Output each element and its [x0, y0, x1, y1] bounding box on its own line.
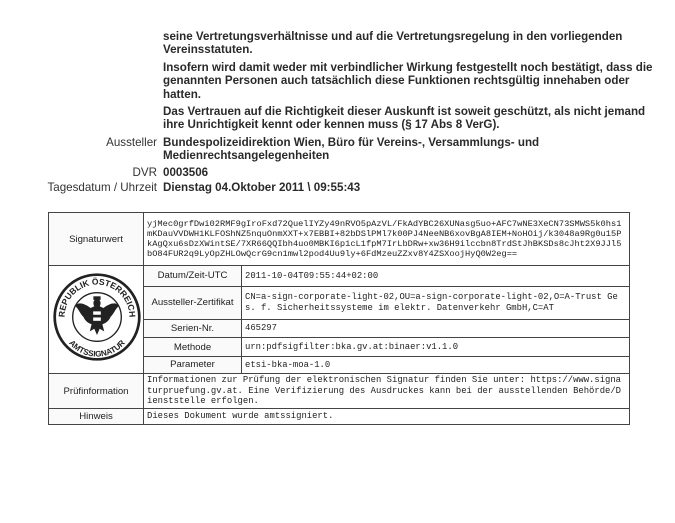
hinweis-row — [49, 409, 630, 425]
tagesdatum-value: Dienstag 04.Oktober 2011 \ 09:55:43 — [163, 181, 361, 194]
methode-label: Methode — [144, 338, 242, 356]
hinweis-label: Hinweis — [49, 409, 144, 425]
signaturwert-label: Signaturwert — [49, 213, 144, 266]
dvr-value: 0003506 — [163, 166, 209, 179]
pruefinfo-label: Prüfinformation — [49, 374, 144, 409]
datum-label: Datum/Zeit-UTC — [144, 266, 242, 287]
datum-value: 2011-10-04T09:55:44+02:00 — [242, 266, 630, 287]
paragraph-vertretung: seine Vertretungsverhältnisse und auf die Vertretungsregelung in den vorliegenden Vereinsstatuten. — [163, 30, 623, 57]
aussteller-label: Aussteller — [106, 136, 157, 149]
signaturwert-row — [49, 213, 630, 266]
paragraph-insofern: Insofern wird damit weder mit verbindlicher Wirkung festgestellt noch bestätigt, dass die genannten Personen auch tatsächlich diese Funktionen rechtsgültig innehaben oder hatten. — [163, 61, 653, 101]
seal-subtitle-text: AMTSSIGNATUR — [67, 338, 127, 359]
datum-row — [49, 266, 630, 287]
aussteller-value: Bundespolizeidirektion Wien, Büro für Vereins-, Versammlungs- und Medienrechtsangelegenheiten — [163, 136, 540, 163]
zertifikat-label: Aussteller-Zertifikat — [144, 286, 242, 319]
seriennr-label: Serien-Nr. — [144, 319, 242, 337]
hinweis-value: Dieses Dokument wurde amtssigniert. — [144, 409, 630, 425]
tagesdatum-label: Tagesdatum / Uhrzeit — [47, 181, 157, 194]
signaturwert-value: yjMec0grfDwi02RMF9gIroFxd72QuelIYZy49nRVO5pAzVL/FkAdYBC26XUNasg5uo+AFC7wNE3XeCN73SMWS5k0hs1mKDauVVDWH1KLFOShNZ5nquOnmXXT+x7EBBI+82bDSlPMl7k00PJ4NeeNB6xovBgA8IEM+NoHOij/k3048a9Rg0u15PkAgQxu6sDzXWintSE/7XR66QQIbh4uo0MBKI6p1cL1fpM7IrLbDRw+xw36H9ilccbn8TrdStJhBKSDs8cJht2X9JJl5bO84FUR2q9LyOpZHLOwQcrG9cn1mwl2pod4Uu9ly+6FdMzeuZZxv8Y4ZSXoojHyQ0W2eg== — [144, 213, 630, 266]
austrian-eagle-seal-icon — [52, 267, 142, 367]
pruefinfo-value: Informationen zur Prüfung der elektronischen Signatur finden Sie unter: https://www.signaturpruefung.gv.at. Eine Verifizierung des Ausdruckes kann bei der ausstellenden Behörde/Dienststelle erfolgen. — [144, 374, 630, 409]
amtssignatur-seal — [49, 266, 144, 374]
methode-value: urn:pdfsigfilter:bka.gv.at:binaer:v1.1.0 — [242, 338, 630, 356]
paragraph-vertrauen: Das Vertrauen auf die Richtigkeit dieser Auskunft ist soweit geschützt, als nicht jemand ihre Unrichtigkeit kennt oder kennen muss (§ 17 Abs 8 VerG). — [163, 105, 646, 132]
seal-title-text: REPUBLIK ÖSTERREICH — [56, 276, 138, 318]
dvr-label: DVR — [132, 166, 157, 179]
parameter-label: Parameter — [144, 356, 242, 373]
signature-table — [48, 212, 630, 425]
seriennr-value: 465297 — [242, 319, 630, 337]
parameter-value: etsi-bka-moa-1.0 — [242, 356, 630, 373]
pruefinfo-row — [49, 374, 630, 409]
zertifikat-value: CN=a-sign-corporate-light-02,OU=a-sign-corporate-light-02,O=A-Trust Ges. f. Sicherheitssysteme im elektr. Datenverkehr GmbH,C=AT — [242, 286, 630, 319]
